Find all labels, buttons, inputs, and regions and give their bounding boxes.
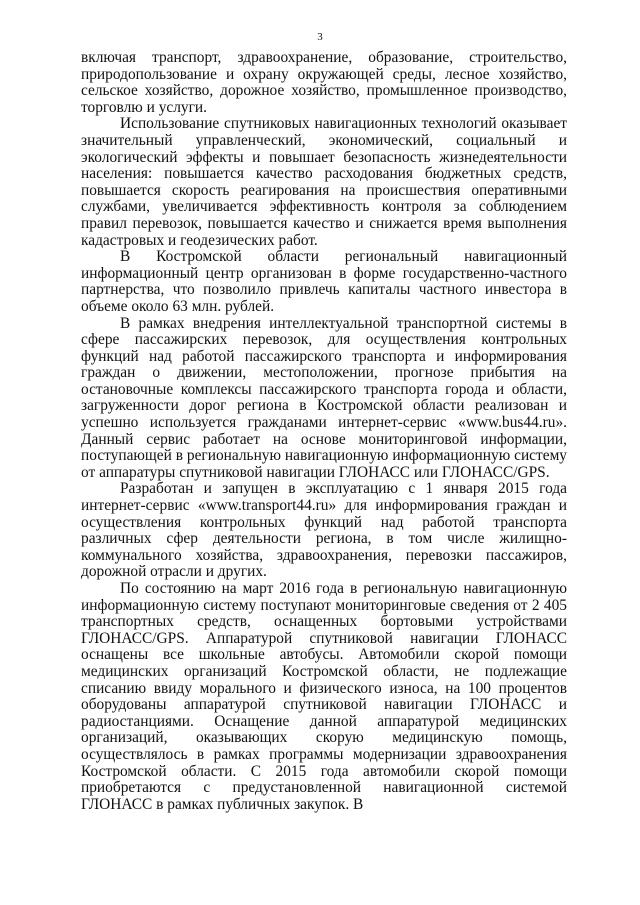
page-number: 3 [317, 31, 323, 43]
paragraph-bus44-service: В рамках внедрения интеллектуальной транспортной системы в сфере пассажирских перевозок, для осуществления контрольных функций над работой пассажирского транспорта и информирования граждан о движении, местоположении, прогнозе прибытия на остановочные комплексы пассажирского транспорта города и области, загруженности дорог региона в Костромской области реализован и успешно используется гражданами интернет-сервис «www.bus44.ru». Данный сервис работает на основе мониторинговой информации, поступающей в региональную навигационную информационную систему от аппаратуры спутниковой навигации ГЛОНАСС или ГЛОНАСС/GPS. [81, 314, 567, 481]
paragraph-satellite-effects: Использование спутниковых навигационных технологий оказывает значительный управленческий, экономический, социальный и экологический эффекты и повышает безопасность жизнедеятельности населения: повышается качество расходования бюджетных средств, повышается скорость реагирования на происшествия оперативными службами, увеличивается эффективность контроля за соблюдением правил перевозок, повышается качество и снижается время выполнения кадастровых и геодезических работ. [81, 115, 567, 249]
paragraph-regional-center: В Костромской области региональный навигационный информационный центр организован в форме государственно-частного партнерства, что позволило привлечь капиталы частного инвестора в объеме около 63 млн. рублей. [81, 248, 567, 315]
paragraph-continuation: включая транспорт, здравоохранение, образование, строительство, природопользование и охрану окружающей среды, лесное хозяйство, сельское хозяйство, дорожное хозяйство, промышленное производство, торговлю и услуги. [81, 49, 567, 116]
paragraph-march-2016-status: По состоянию на март 2016 года в региональную навигационную информационную систему поступают мониторинговые сведения от 2 405 транспортных средств, оснащенных бортовыми устройствами ГЛОНАСС/GPS. Аппаратурой спутниковой навигации ГЛОНАСС оснащены все школьные автобусы. Автомобили скорой помощи медицинских организаций Костромской области, не подлежащие списанию ввиду морального и физического износа, на 100 процентов оборудованы аппаратурой спутниковой навигации ГЛОНАСС и радиостанциями. Оснащение данной аппаратурой медицинских организаций, оказывающих скорую медицинскую помощь, осуществлялось в рамках программы модернизации здравоохранения Костромской области. С 2015 года автомобили скорой помощи приобретаются с предустановленной навигационной системой ГЛОНАСС в рамках публичных закупок. В [81, 580, 567, 813]
paragraph-transport44-service: Разработан и запущен в эксплуатацию с 1 января 2015 года интернет-сервис «www.transport44.ru» для информирования граждан и осуществления контрольных функций над работой транспорта различных сфер деятельности региона, в том числе жилищно-коммунального хозяйства, здравоохранения, перевозки пассажиров, дорожной отрасли и других. [81, 480, 567, 581]
body-text [81, 50, 567, 813]
